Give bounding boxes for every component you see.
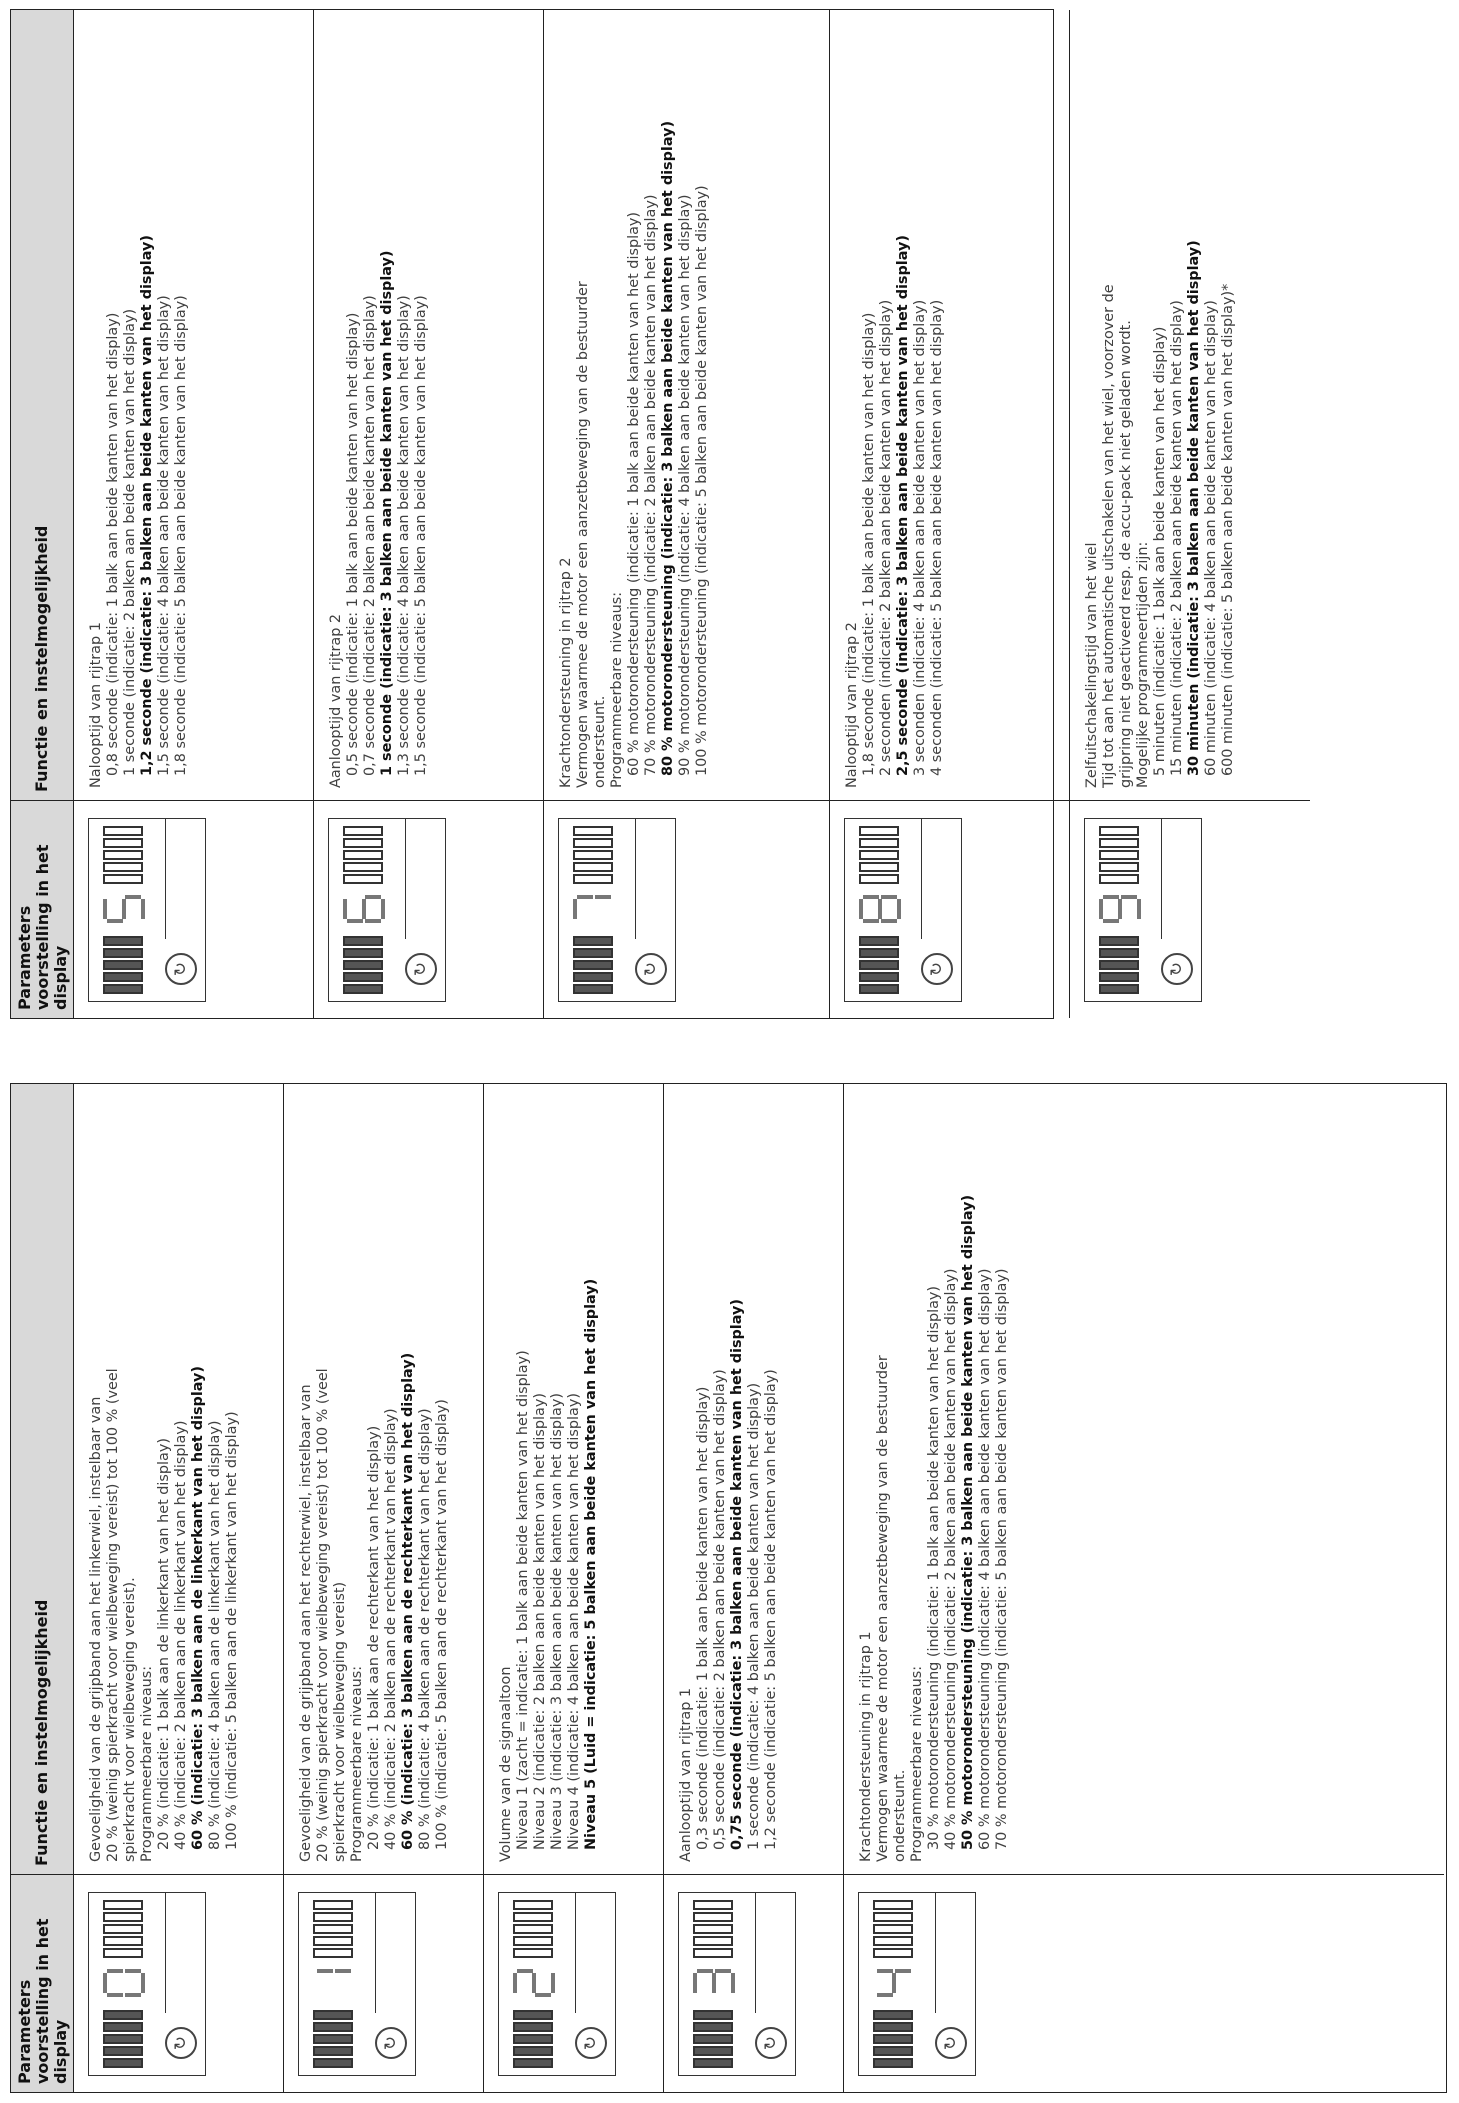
description-line: 60 % motorondersteuning (indicatie: 4 balken aan beide kanten van het display): [977, 1268, 993, 1850]
indicator-bar: [343, 972, 383, 982]
header-display-column: Parameters voorstelling in het display: [11, 1874, 73, 2092]
indicator-bar: [343, 936, 383, 946]
left-bar-indicator: [1099, 936, 1139, 994]
description-line: 0,3 seconde (indicatie: 1 balk aan beide kanten van het display): [695, 1386, 711, 1850]
indicator-bar: [859, 838, 899, 848]
function-description: [830, 10, 1069, 800]
indicator-bar: [513, 1900, 553, 1910]
description-line: 80 % (indicatie: 4 balken aan de linkerkant van het display): [207, 1420, 223, 1850]
description-line: 1 seconde (indicatie: 4 balken aan beide kanten van het display): [746, 1382, 762, 1850]
description-line: 3 seconden (indicatie: 4 balken aan beide kanten van het display): [912, 299, 928, 776]
indicator-bar: [1099, 838, 1139, 848]
indicator-bar: [513, 2034, 553, 2044]
description-line: 1 seconde (indicatie: 2 balken aan beide kanten van het display): [122, 308, 138, 776]
right-bar-indicator: [573, 826, 613, 884]
description-line: 1,8 seconde (indicatie: 5 balken aan beide kanten van het display): [173, 295, 189, 776]
description-line: 0,5 seconde (indicatie: 1 balk aan beide kanten van het display): [345, 312, 361, 776]
function-description: [484, 1084, 663, 1874]
right-bar-indicator: [693, 1900, 733, 1958]
indicator-bar: [573, 948, 613, 958]
function-description: [1070, 10, 1310, 800]
display-cell: [544, 800, 829, 1018]
lcd-display: [328, 818, 446, 1002]
description-line: 80 % motorondersteuning (indicatie: 3 balken aan beide kanten van het display): [660, 120, 676, 776]
description-line: 20 % (indicatie: 1 balk aan de linkerkant van het display): [156, 1437, 172, 1850]
table-body: [74, 1084, 1444, 2092]
display-divider: [575, 1893, 576, 2013]
description-line: spierkracht voor wielbeweging vereist): [332, 1581, 348, 1862]
description-line: 60 % motorondersteuning (indicatie: 1 balk aan beide kanten van het display): [626, 211, 642, 776]
description-line: Niveau 5 (Luid = indicatie: 5 balken aan beide kanten van het display): [583, 1278, 599, 1850]
description-line: 70 % motorondersteuning (indicatie: 2 balken aan beide kanten van het display): [643, 194, 659, 776]
description-line: 1,2 seconde (indicatie: 5 balken aan beide kanten van het display): [763, 1369, 779, 1850]
left-bar-indicator: [343, 936, 383, 994]
left-bar-indicator: [573, 936, 613, 994]
description-line: 20 % (indicatie: 1 balk aan de rechterkant van het display): [366, 1425, 382, 1850]
segment-digit: [871, 1967, 917, 1999]
lcd-display: [858, 1892, 976, 2076]
display-divider: [935, 1893, 936, 2013]
description-line: 0,5 seconde (indicatie: 2 balken aan beide kanten van het display): [712, 1369, 728, 1850]
right-bar-indicator: [313, 1900, 353, 1958]
description-line: 15 minuten (indicatie: 2 balken aan beide kanten van het display): [1169, 300, 1185, 776]
indicator-bar: [573, 984, 613, 994]
indicator-bar: [1099, 948, 1139, 958]
description-line: 40 % (indicatie: 2 balken aan de rechterkant van het display): [383, 1408, 399, 1850]
indicator-bar: [859, 826, 899, 836]
lcd-display: [1084, 818, 1202, 1002]
segment-digit: [857, 893, 903, 925]
indicator-bar: [343, 850, 383, 860]
description-line: Mogelijke programmeertijden zijn:: [1135, 541, 1151, 788]
indicator-bar: [1099, 984, 1139, 994]
display-divider: [635, 819, 636, 939]
description-line: Gevoeligheid van de grijpband aan het linkerwiel, instelbaar van: [88, 1396, 104, 1862]
indicator-bar: [343, 984, 383, 994]
right-bar-indicator: [873, 1900, 913, 1958]
indicator-bar: [103, 1924, 143, 1934]
segment-digit: [341, 893, 387, 925]
left-bar-indicator: [103, 2010, 143, 2068]
indicator-bar: [103, 972, 143, 982]
description-line: Krachtondersteuning in rijtrap 1: [858, 1631, 874, 1862]
indicator-bar: [313, 2046, 353, 2056]
indicator-bar: [513, 1924, 553, 1934]
wheel-icon: ↻: [575, 2027, 607, 2059]
indicator-bar: [693, 2046, 733, 2056]
wheel-icon: ↻: [165, 2027, 197, 2059]
indicator-bar: [573, 874, 613, 884]
display-divider: [1161, 819, 1162, 939]
indicator-bar: [693, 2034, 733, 2044]
right-bar-indicator: [859, 826, 899, 884]
description-line: Aanlooptijd van rijtrap 1: [678, 1687, 694, 1862]
indicator-bar: [103, 2010, 143, 2020]
segment-digit: [691, 1967, 737, 1999]
indicator-bar: [693, 2022, 733, 2032]
lcd-display: [88, 818, 206, 1002]
function-description: [544, 10, 829, 800]
indicator-bar: [313, 2010, 353, 2020]
indicator-bar: [103, 948, 143, 958]
display-cell: [74, 800, 313, 1018]
left-bar-indicator: [873, 2010, 913, 2068]
table-body: [74, 10, 1310, 1018]
indicator-bar: [103, 2034, 143, 2044]
indicator-bar: [873, 1948, 913, 1958]
left-bar-indicator: [513, 2010, 553, 2068]
segment-digit: [101, 893, 147, 925]
indicator-bar: [859, 850, 899, 860]
indicator-bar: [693, 1924, 733, 1934]
lcd-display: [678, 1892, 796, 2076]
parameter-table-right: [10, 9, 1236, 1019]
indicator-bar: [873, 1936, 913, 1946]
description-line: 1,3 seconde (indicatie: 4 balken aan beide kanten van het display): [396, 295, 412, 776]
indicator-bar: [103, 862, 143, 872]
segment-digit: [311, 1967, 357, 1999]
display-cell: [284, 1874, 483, 2092]
description-line: ondersteunt.: [592, 695, 608, 788]
parameter-row: [74, 10, 314, 1018]
indicator-bar: [873, 2022, 913, 2032]
indicator-bar: [859, 984, 899, 994]
indicator-bar: [343, 826, 383, 836]
function-description: [74, 10, 313, 800]
right-bar-indicator: [1099, 826, 1139, 884]
indicator-bar: [1099, 960, 1139, 970]
right-bar-indicator: [103, 1900, 143, 1958]
description-line: 20 % (weinig spierkracht voor wielbeweging vereist) tot 100 % (veel: [105, 1368, 121, 1862]
indicator-bar: [693, 1912, 733, 1922]
indicator-bar: [1099, 850, 1139, 860]
indicator-bar: [859, 960, 899, 970]
display-cell: [314, 800, 543, 1018]
description-line: Programmeerbare niveaus:: [909, 1665, 925, 1862]
indicator-bar: [693, 1900, 733, 1910]
indicator-bar: [1099, 874, 1139, 884]
parameter-row: [484, 1084, 664, 2092]
description-line: 100 % (indicatie: 5 balken aan de rechterkant van het display): [434, 1399, 450, 1850]
left-bar-indicator: [859, 936, 899, 994]
indicator-bar: [873, 1912, 913, 1922]
description-line: Aanlooptijd van rijtrap 2: [328, 613, 344, 788]
right-bar-indicator: [513, 1900, 553, 1958]
indicator-bar: [873, 1924, 913, 1934]
indicator-bar: [693, 2010, 733, 2020]
description-line: 70 % motorondersteuning (indicatie: 5 balken aan beide kanten van het display): [994, 1268, 1010, 1850]
indicator-bar: [573, 850, 613, 860]
indicator-bar: [573, 838, 613, 848]
description-line: 0,75 seconde (indicatie: 3 balken aan beide kanten van het display): [729, 1299, 745, 1850]
display-divider: [405, 819, 406, 939]
indicator-bar: [573, 826, 613, 836]
indicator-bar: [103, 936, 143, 946]
display-cell: [1070, 800, 1310, 1018]
description-line: Niveau 4 (indicatie: 4 balken aan beide kanten van het display): [566, 1393, 582, 1850]
description-line: 40 % (indicatie: 2 balken aan de linkerkant van het display): [173, 1420, 189, 1850]
indicator-bar: [513, 2022, 553, 2032]
description-line: 60 % (indicatie: 3 balken aan de linkerkant van het display): [190, 1365, 206, 1850]
indicator-bar: [513, 1912, 553, 1922]
indicator-bar: [103, 1912, 143, 1922]
indicator-bar: [513, 2058, 553, 2068]
indicator-bar: [313, 2034, 353, 2044]
indicator-bar: [573, 972, 613, 982]
display-divider: [755, 1893, 756, 2013]
description-line: Nalooptijd van rijtrap 1: [88, 622, 104, 788]
indicator-bar: [343, 862, 383, 872]
wheel-icon: ↻: [405, 953, 437, 985]
description-line: 5 minuten (indicatie: 1 balk aan beide kanten van het display): [1152, 326, 1168, 776]
description-line: 100 % (indicatie: 5 balken aan de linkerkant van het display): [224, 1411, 240, 1850]
description-line: grijpring niet geactiveerd resp. de accu-pack niet geladen wordt.: [1118, 320, 1134, 788]
indicator-bar: [343, 960, 383, 970]
indicator-bar: [573, 936, 613, 946]
indicator-bar: [313, 1948, 353, 1958]
parameter-row: [844, 1084, 1444, 2092]
description-line: ondersteunt.: [892, 1769, 908, 1862]
wheel-icon: ↻: [635, 953, 667, 985]
segment-digit: [1097, 893, 1143, 925]
description-line: 4 seconden (indicatie: 5 balken aan beide kanten van het display): [929, 299, 945, 776]
left-bar-indicator: [693, 2010, 733, 2068]
function-description: [314, 10, 543, 800]
indicator-bar: [343, 838, 383, 848]
description-line: Programmeerbare niveaus:: [609, 591, 625, 788]
description-line: 40 % motorondersteuning (indicatie: 2 balken aan beide kanten van het display): [943, 1268, 959, 1850]
indicator-bar: [693, 1936, 733, 1946]
wheel-icon: ↻: [165, 953, 197, 985]
indicator-bar: [103, 2022, 143, 2032]
description-line: Niveau 3 (indicatie: 3 balken aan beide kanten van het display): [549, 1393, 565, 1850]
indicator-bar: [103, 1948, 143, 1958]
display-cell: [844, 1874, 1444, 2092]
description-line: Programmeerbare niveaus:: [139, 1665, 155, 1862]
display-cell: [74, 1874, 283, 2092]
description-line: 30 % motorondersteuning (indicatie: 1 balk aan beide kanten van het display): [926, 1285, 942, 1850]
description-line: 600 minuten (indicatie: 5 balken aan beide kanten van het display)*: [1220, 283, 1236, 776]
description-line: 100 % motorondersteuning (indicatie: 5 balken aan beide kanten van het display): [694, 185, 710, 776]
display-divider: [165, 819, 166, 939]
description-line: 30 minuten (indicatie: 3 balken aan beide kanten van het display): [1186, 240, 1202, 776]
description-line: Niveau 2 (indicatie: 2 balken aan beide kanten van het display): [532, 1393, 548, 1850]
indicator-bar: [859, 972, 899, 982]
function-description: [284, 1084, 483, 1874]
indicator-bar: [313, 2022, 353, 2032]
wheel-icon: ↻: [921, 953, 953, 985]
parameter-row: [544, 10, 830, 1018]
indicator-bar: [1099, 936, 1139, 946]
parameter-row: [74, 1084, 284, 2092]
indicator-bar: [513, 1948, 553, 1958]
indicator-bar: [1099, 826, 1139, 836]
description-line: Vermogen waarmee de motor een aanzetbeweging van de bestuurder: [875, 1355, 891, 1862]
description-line: Programmeerbare niveaus:: [349, 1665, 365, 1862]
description-line: 1,2 seconde (indicatie: 3 balken aan beide kanten van het display): [139, 235, 155, 776]
description-line: 60 % (indicatie: 3 balken aan de rechterkant van het display): [400, 1352, 416, 1850]
indicator-bar: [103, 874, 143, 884]
right-bar-indicator: [103, 826, 143, 884]
description-line: spierkracht voor wielbeweging vereist).: [122, 1577, 138, 1862]
display-divider: [165, 1893, 166, 2013]
display-cell: [830, 800, 1069, 1018]
indicator-bar: [103, 838, 143, 848]
description-line: 0,7 seconde (indicatie: 2 balken aan beide kanten van het display): [362, 295, 378, 776]
indicator-bar: [103, 1936, 143, 1946]
description-line: Volume van de signaaltoon: [498, 1666, 514, 1862]
indicator-bar: [873, 2034, 913, 2044]
description-line: 90 % motorondersteuning (indicatie: 4 balken aan beide kanten van het display): [677, 194, 693, 776]
lcd-display: [844, 818, 962, 1002]
wheel-icon: ↻: [755, 2027, 787, 2059]
indicator-bar: [313, 1924, 353, 1934]
function-description: [664, 1084, 843, 1874]
indicator-bar: [103, 984, 143, 994]
description-line: 1,5 seconde (indicatie: 5 balken aan beide kanten van het display): [413, 295, 429, 776]
indicator-bar: [103, 960, 143, 970]
indicator-bar: [343, 874, 383, 884]
segment-digit: [571, 893, 617, 925]
indicator-bar: [873, 2058, 913, 2068]
indicator-bar: [313, 1936, 353, 1946]
indicator-bar: [573, 960, 613, 970]
indicator-bar: [103, 2046, 143, 2056]
indicator-bar: [313, 1900, 353, 1910]
right-bar-indicator: [343, 826, 383, 884]
description-line: 0,8 seconde (indicatie: 1 balk aan beide kanten van het display): [105, 312, 121, 776]
indicator-bar: [513, 2046, 553, 2056]
indicator-bar: [103, 2058, 143, 2068]
function-description: [74, 1084, 283, 1874]
lcd-display: [498, 1892, 616, 2076]
description-line: Vermogen waarmee de motor een aanzetbeweging van de bestuurder: [575, 281, 591, 788]
display-cell: [484, 1874, 663, 2092]
indicator-bar: [103, 850, 143, 860]
indicator-bar: [873, 2046, 913, 2056]
indicator-bar: [343, 948, 383, 958]
indicator-bar: [693, 2058, 733, 2068]
header-function-column: Functie en instelmogelijkheid: [32, 525, 51, 792]
parameter-row: [1070, 10, 1310, 1018]
parameter-row: [314, 10, 544, 1018]
parameter-row: [830, 10, 1070, 1018]
indicator-bar: [1099, 862, 1139, 872]
segment-digit: [101, 1967, 147, 1999]
lcd-display: [88, 1892, 206, 2076]
description-line: Zelfuitschakelingstijd van het wiel: [1084, 542, 1100, 788]
lcd-display: [298, 1892, 416, 2076]
display-divider: [375, 1893, 376, 2013]
table-header: [11, 1084, 74, 2092]
description-line: 50 % motorondersteuning (indicatie: 3 balken aan beide kanten van het display): [960, 1194, 976, 1850]
indicator-bar: [313, 1912, 353, 1922]
indicator-bar: [103, 826, 143, 836]
parameter-row: [664, 1084, 844, 2092]
indicator-bar: [313, 2058, 353, 2068]
description-line: 60 minuten (indicatie: 4 balken aan beide kanten van het display): [1203, 300, 1219, 776]
indicator-bar: [103, 1900, 143, 1910]
table-header: [11, 10, 74, 1018]
indicator-bar: [859, 936, 899, 946]
description-line: 1,8 seconde (indicatie: 1 balk aan beide kanten van het display): [861, 312, 877, 776]
description-line: 1 seconde (indicatie: 3 balken aan beide kanten van het display): [379, 250, 395, 776]
left-bar-indicator: [103, 936, 143, 994]
indicator-bar: [859, 862, 899, 872]
indicator-bar: [873, 1900, 913, 1910]
wheel-icon: ↻: [1161, 953, 1193, 985]
description-line: 20 % (weinig spierkracht voor wielbeweging vereist) tot 100 % (veel: [315, 1368, 331, 1862]
header-function-column: Functie en instelmogelijkheid: [32, 1599, 51, 1866]
header-display-column: Parameters voorstelling in het display: [11, 800, 73, 1018]
description-line: 80 % (indicatie: 4 balken aan de rechterkant van het display): [417, 1408, 433, 1850]
function-description: [844, 1084, 1444, 1874]
wheel-icon: ↻: [935, 2027, 967, 2059]
description-line: 2 seconden (indicatie: 2 balken aan beide kanten van het display): [878, 299, 894, 776]
indicator-bar: [693, 1948, 733, 1958]
display-divider: [921, 819, 922, 939]
description-line: 1,5 seconde (indicatie: 4 balken aan beide kanten van het display): [156, 295, 172, 776]
indicator-bar: [513, 2010, 553, 2020]
description-line: 2,5 seconde (indicatie: 3 balken aan beide kanten van het display): [895, 235, 911, 776]
parameter-row: [284, 1084, 484, 2092]
wheel-icon: ↻: [375, 2027, 407, 2059]
left-bar-indicator: [313, 2010, 353, 2068]
description-line: Niveau 1 (zacht = indicatie: 1 balk aan beide kanten van het display): [515, 1350, 531, 1850]
indicator-bar: [573, 862, 613, 872]
description-line: Tijd tot aan het automatische uitschakelen van het wiel, voorzover de: [1101, 284, 1117, 788]
indicator-bar: [513, 1936, 553, 1946]
segment-digit: [511, 1967, 557, 1999]
parameter-table-left: [10, 1083, 1447, 2093]
lcd-display: [558, 818, 676, 1002]
indicator-bar: [1099, 972, 1139, 982]
description-line: Gevoeligheid van de grijpband aan het rechterwiel, instelbaar van: [298, 1384, 314, 1862]
indicator-bar: [859, 874, 899, 884]
display-cell: [664, 1874, 843, 2092]
indicator-bar: [859, 948, 899, 958]
description-line: Krachtondersteuning in rijtrap 2: [558, 557, 574, 788]
indicator-bar: [873, 2010, 913, 2020]
description-line: Nalooptijd van rijtrap 2: [844, 622, 860, 788]
